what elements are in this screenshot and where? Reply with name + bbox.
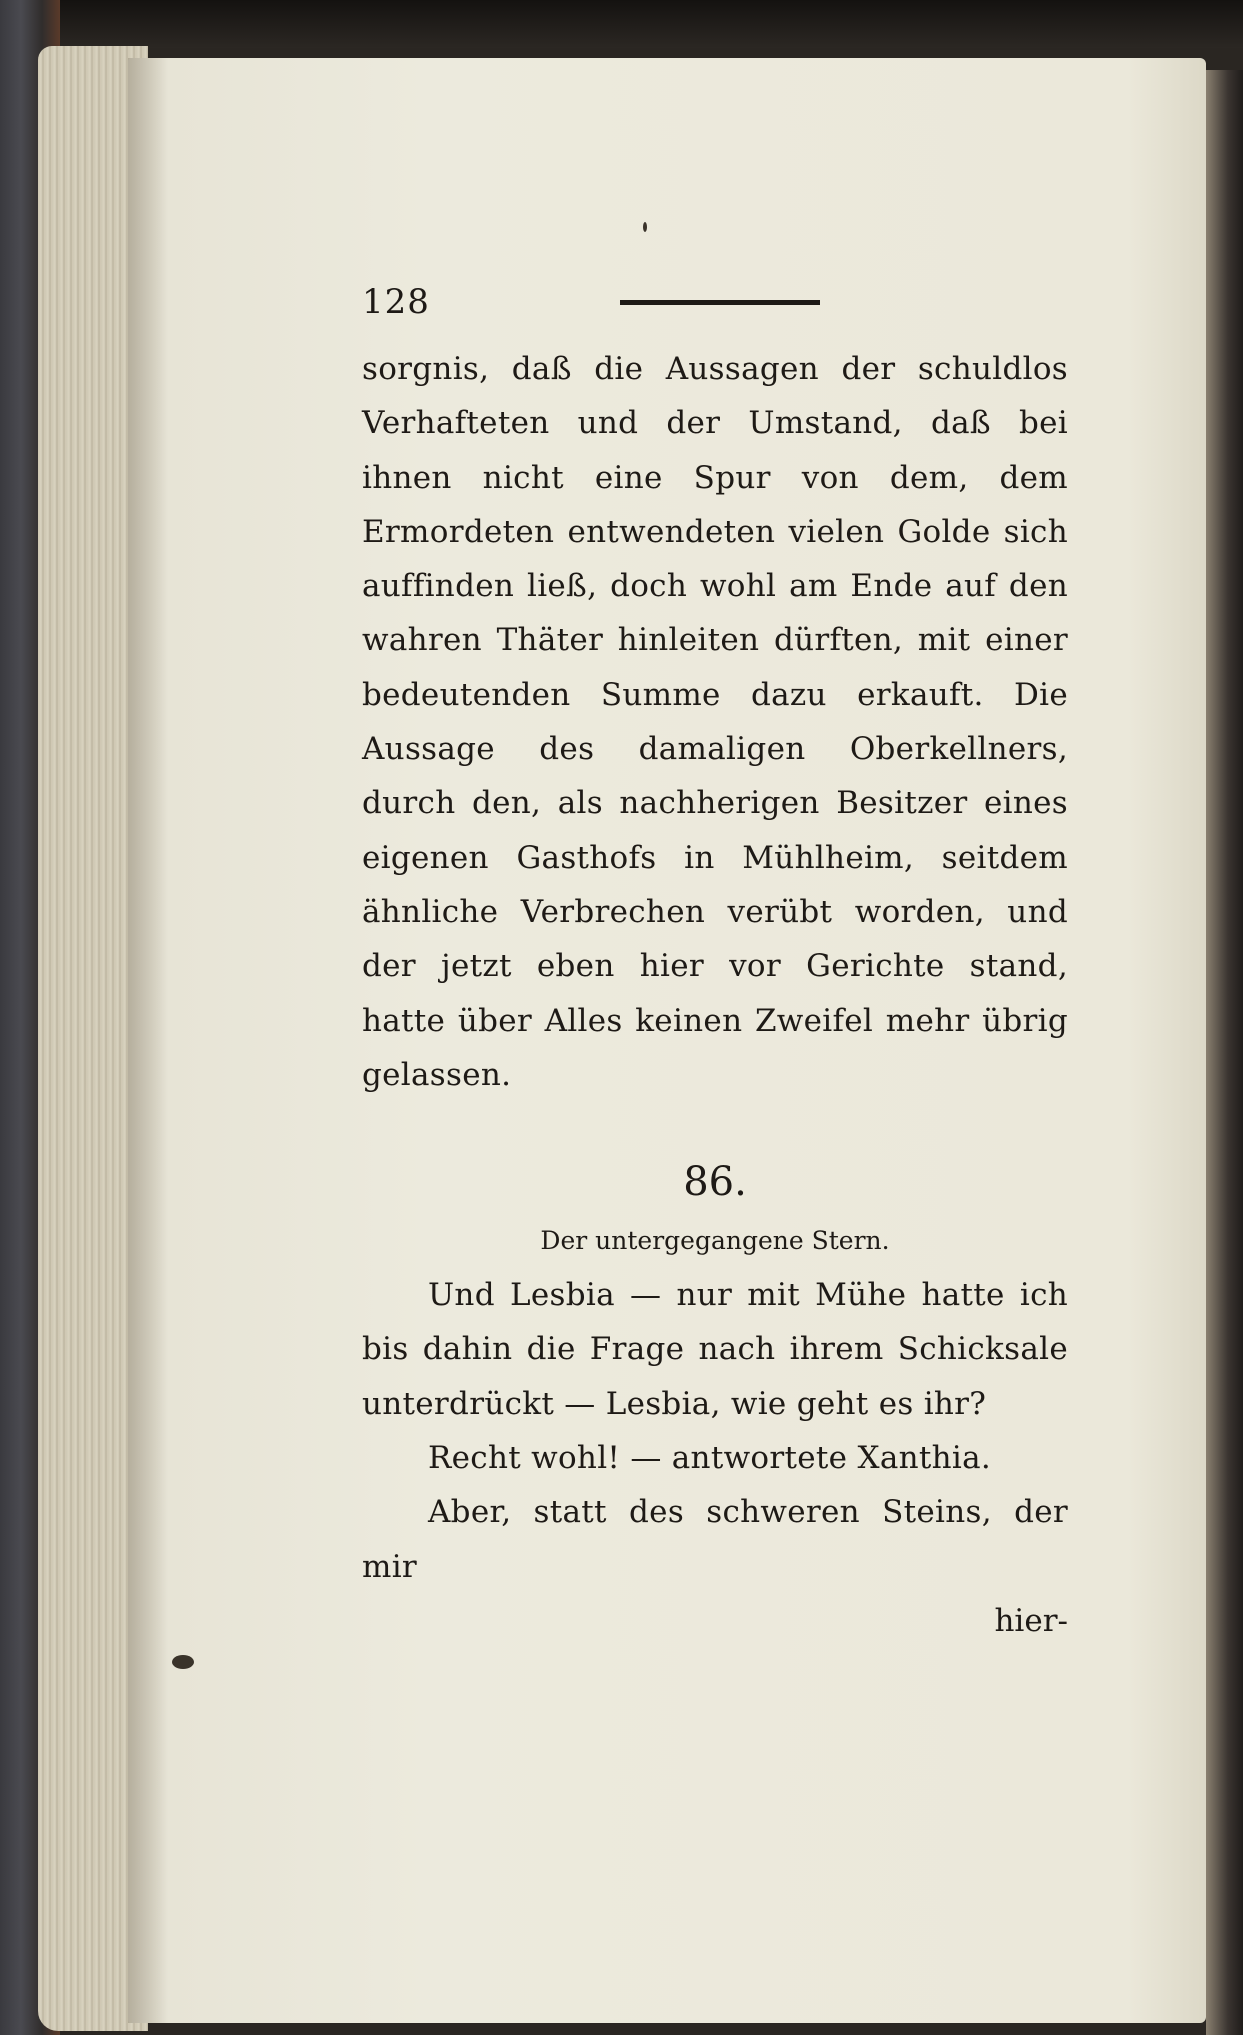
ink-speck [643,222,647,232]
chapter-number: 86. [683,1159,747,1206]
chapter-title: Der untergegangene Stern. [540,1226,890,1256]
ink-smudge [172,1655,194,1669]
paragraph: Aber, statt des schweren Steins, der mir [362,1494,1068,1585]
paragraph: Recht wohl! — antwortete Xanthia. [428,1440,992,1477]
paragraph-continued: sorgnis, daß die Aussagen der schuldlos Verhafteten und der Umstand, daß bei ihnen nicht eine Spur von dem, dem Ermordeten entwendeten vielen Golde sich auffinden ließ, doch wohl am Ende auf den wahren Thäter hinleiten dürften, mit einer bedeutenden Summe dazu erkauft. Die Aussage des damaligen Oberkellners, durch den, als nachherigen Besitzer eines eigenen Gasthofs in Mühlheim, seitdem ähnliche Verbrechen verübt worden, und der jetzt eben hier vor Gerichte stand, hatte über Alles keinen Zweifel mehr übrig gelassen. [362,351,1068,1093]
header-rule [620,300,820,305]
catchword: hier- [994,1602,1068,1639]
paragraph: Und Lesbia — nur mit Mühe hatte ich bis dahin die Frage nach ihrem Schicksale unterdrückt — Lesbia, wie geht es ihr? [362,1277,1068,1422]
gutter-shadow [128,58,168,2023]
running-header [362,282,1068,332]
book-cover-top [0,0,1243,48]
page-number: 128 [362,282,430,322]
facing-page-edge [1206,70,1243,2035]
page-text [362,282,1068,1648]
